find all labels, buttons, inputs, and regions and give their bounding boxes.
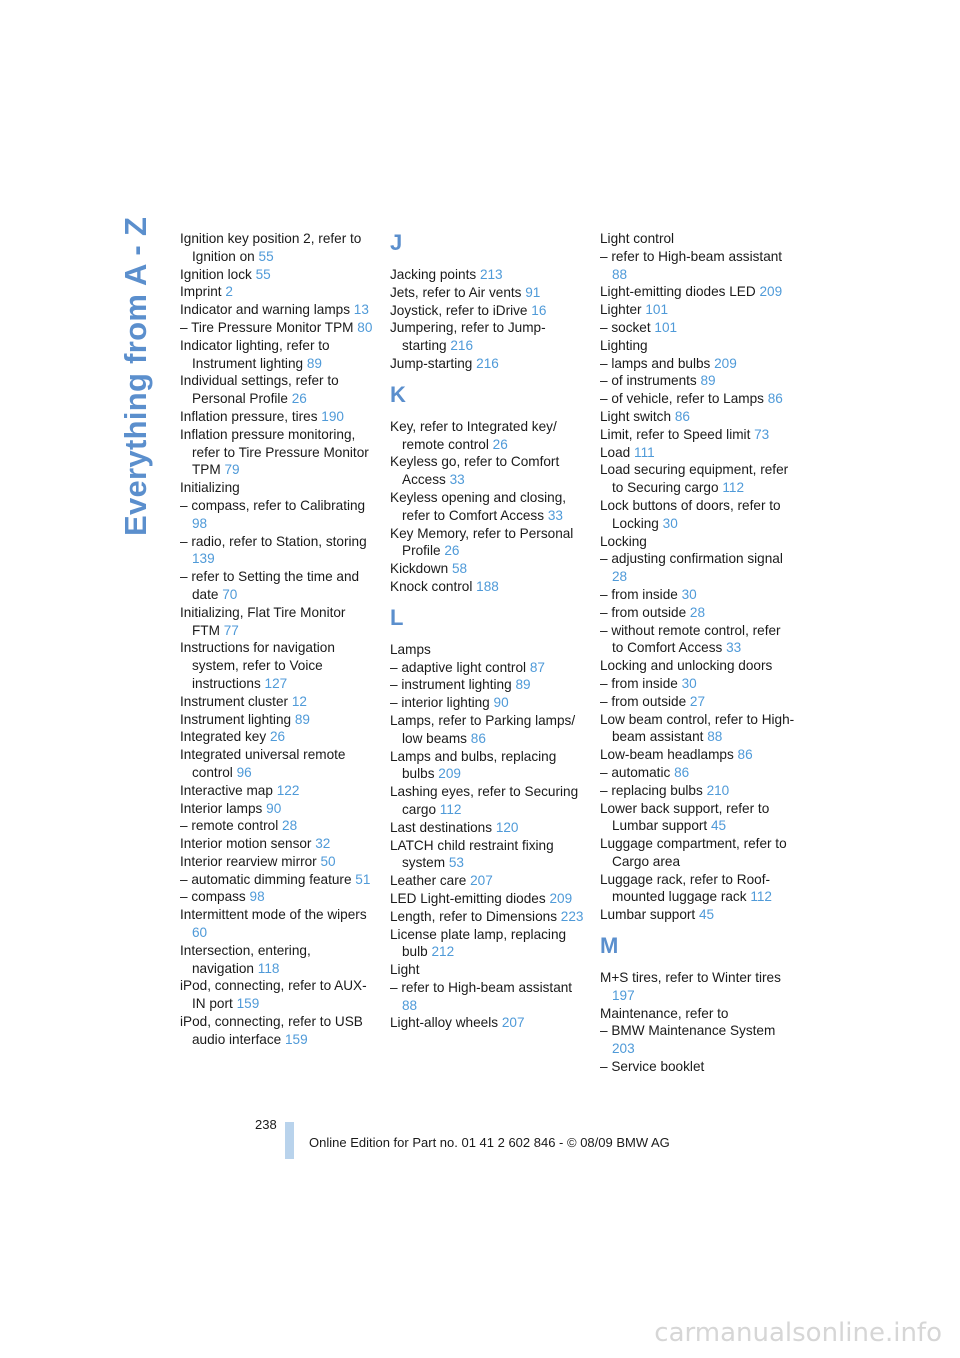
page-reference-link[interactable]: 80	[357, 319, 373, 335]
index-entry-text: – radio, refer to Station, storing	[180, 533, 367, 549]
index-entry	[600, 533, 795, 551]
index-entry-text: Last destinations	[390, 819, 493, 835]
index-entry-text: Intermittent mode of the wipers	[180, 907, 367, 923]
index-entry	[600, 301, 795, 319]
index-entry-text: Leather care	[390, 873, 467, 889]
page-reference-link[interactable]: 55	[255, 266, 271, 282]
index-entry-text: Key, refer to Integrated key/ remote control	[390, 418, 557, 452]
page-reference-link[interactable]: 139	[192, 551, 215, 567]
index-letter-heading: J	[390, 230, 403, 255]
index-entry	[600, 693, 795, 711]
index-entry-text: Luggage rack, refer to Roof-mounted luggage rack	[600, 871, 771, 905]
index-entry-text: Interior rearview mirror	[180, 853, 317, 869]
page-reference-link[interactable]: 13	[353, 302, 369, 318]
index-entry-text: Ignition key position 2, refer to Ignition on	[180, 231, 362, 264]
index-letter-heading: M	[600, 933, 619, 959]
index-entry	[180, 568, 375, 604]
index-entry	[180, 977, 375, 1013]
index-entry-text: Locking and unlocking doors	[600, 658, 773, 674]
page-reference-link[interactable]: 188	[476, 578, 499, 594]
index-entry	[600, 835, 795, 871]
index-entry	[600, 1022, 795, 1058]
page-reference-link[interactable]: 16	[531, 302, 547, 318]
index-entry	[600, 675, 795, 693]
index-entry-text: Imprint	[180, 284, 222, 300]
page-reference-link[interactable]: 58	[451, 561, 468, 577]
index-entry-text: iPod, connecting, refer to AUX-IN port	[180, 978, 367, 1012]
index-entry	[600, 711, 795, 747]
index-entry	[180, 301, 375, 319]
page-reference-link[interactable]: 98	[192, 515, 208, 531]
index-entry-text: – from inside	[600, 675, 678, 691]
index-entry	[180, 728, 375, 746]
index-entry-text: Instrument cluster	[180, 693, 289, 709]
index-entry-text: Lighting	[600, 337, 648, 353]
index-entry	[180, 817, 375, 835]
index-entry	[390, 819, 585, 837]
index-column-2	[390, 230, 585, 1032]
index-letter-heading: K	[390, 381, 406, 407]
index-entry	[390, 676, 585, 694]
index-entry-text: LATCH child restraint fixing system	[390, 837, 554, 871]
index-entry	[180, 888, 375, 906]
index-entry-text: Light-alloy wheels	[390, 1015, 499, 1031]
index-entry-text: Keyless opening and closing, refer to Comfort Access	[390, 489, 567, 523]
index-entry-text: Light	[390, 962, 420, 978]
index-entry-text: – from outside	[600, 693, 687, 709]
page-reference-link[interactable]: 55	[258, 248, 274, 264]
index-entry	[180, 942, 375, 978]
page-reference-link[interactable]: 28	[612, 569, 628, 585]
index-entry-text: Maintenance, refer to	[600, 1005, 729, 1021]
page-reference-link[interactable]: 209	[714, 355, 737, 371]
index-entry-text: Ignition lock	[180, 266, 252, 282]
page-reference-link[interactable]: 33	[547, 507, 563, 523]
page-reference-link[interactable]: 197	[612, 987, 635, 1003]
index-entry	[600, 871, 795, 907]
index-entry	[600, 622, 795, 658]
index-entry	[180, 853, 375, 871]
index-entry-text: Light-emitting diodes LED	[600, 284, 756, 300]
index-entry	[180, 800, 375, 818]
index-entry	[390, 641, 585, 659]
index-entry	[180, 604, 375, 640]
index-entry	[600, 461, 795, 497]
index-entry	[600, 408, 795, 426]
index-column-3	[600, 230, 795, 1076]
index-entry-text: Luggage compartment, refer to Cargo area	[600, 836, 787, 869]
index-entry	[390, 659, 585, 677]
page-reference-link[interactable]: 86	[470, 730, 486, 746]
index-entry-text: – compass, refer to Calibrating	[180, 497, 366, 513]
index-entry-text: Key Memory, refer to Personal Profile	[390, 525, 574, 559]
page-reference-link[interactable]: 30	[681, 586, 697, 602]
index-entry-text: – socket	[600, 319, 651, 335]
index-entry-text: Jump-starting	[390, 355, 473, 371]
index-entry-text: Keyless go, refer to Comfort Access	[390, 454, 560, 488]
index-entry	[600, 390, 795, 408]
page-reference-link[interactable]: 112	[439, 801, 462, 817]
index-entry	[180, 479, 375, 497]
index-entry	[180, 230, 375, 266]
index-entry-text: – refer to Setting the time and date	[180, 569, 360, 602]
page-reference-link[interactable]: 216	[476, 355, 499, 371]
index-entry-text: Indicator and warning lamps	[180, 302, 351, 318]
index-entry-text: Intersection, entering, navigation	[180, 942, 311, 976]
index-entry-text: Low-beam headlamps	[600, 747, 734, 763]
index-entry	[600, 550, 795, 586]
page-reference-link[interactable]: 88	[612, 266, 628, 282]
index-entry-text: Instrument lighting	[180, 711, 292, 727]
page-reference-link[interactable]: 89	[700, 373, 716, 389]
index-entry	[600, 906, 795, 924]
side-section-title: Everything from A - Z	[118, 216, 153, 536]
index-entry-text: Inflation pressure, tires	[180, 408, 318, 424]
page-reference-link[interactable]: 2	[225, 284, 233, 300]
index-entry-text: Low beam control, refer to High-beam assistant	[600, 711, 795, 745]
index-entry	[600, 355, 795, 373]
index-entry-text: Light control	[600, 231, 675, 246]
index-entry-text: Load securing equipment, refer to Securing cargo	[600, 462, 789, 496]
index-entry-text: – automatic	[600, 764, 671, 780]
page-reference-link[interactable]: 88	[707, 729, 723, 745]
page-reference-link[interactable]: 89	[515, 677, 531, 693]
index-entry	[600, 764, 795, 782]
index-column-1	[180, 230, 375, 1049]
index-entry	[600, 372, 795, 390]
page-reference-link[interactable]: 223	[560, 908, 584, 924]
index-entry-text: Individual settings, refer to Personal Profile	[180, 373, 339, 407]
index-entry	[600, 444, 795, 462]
page-reference-link[interactable]: 91	[525, 284, 541, 300]
page-reference-link[interactable]: 73	[754, 426, 770, 442]
index-entry	[390, 489, 585, 525]
page-reference-link[interactable]: 88	[402, 997, 418, 1013]
index-entry-text: – interior lighting	[390, 695, 490, 711]
index-entry-text: Interior motion sensor	[180, 836, 312, 852]
index-entry-text: Lumbar support	[600, 907, 696, 923]
page-reference-link[interactable]: 51	[355, 871, 371, 887]
index-entry	[600, 746, 795, 764]
index-entry-text: Jumpering, refer to Jump-starting	[390, 320, 546, 354]
page-reference-link[interactable]: 98	[249, 889, 265, 905]
index-entry-text: Joystick, refer to iDrive	[390, 302, 528, 318]
index-entry-text: – instrument lighting	[390, 677, 512, 693]
page-reference-link[interactable]: 212	[431, 944, 455, 960]
index-entry	[600, 248, 795, 284]
index-entry	[390, 837, 585, 873]
index-entry-text: Inflation pressure monitoring, refer to Tire Pressure Monitor TPM	[180, 426, 369, 478]
page-reference-link[interactable]: 86	[674, 764, 690, 780]
index-entry-text: – remote control	[180, 818, 279, 834]
index-entry-text: – of vehicle, refer to Lamps	[600, 391, 764, 407]
page-reference-link[interactable]: 86	[737, 747, 753, 763]
index-entry	[600, 1058, 795, 1076]
index-entry-text: Jets, refer to Air vents	[390, 284, 522, 300]
index-entry	[180, 871, 375, 889]
index-entry	[390, 1014, 585, 1032]
index-entry	[390, 266, 585, 284]
page-reference-link[interactable]: 190	[321, 408, 344, 424]
index-entry	[390, 783, 585, 819]
index-entry-text: – from inside	[600, 586, 678, 602]
page-reference-link[interactable]: 26	[291, 391, 307, 407]
index-entry-text: Jacking points	[390, 267, 477, 282]
page-reference-link[interactable]: 26	[269, 729, 286, 745]
page-reference-link[interactable]: 33	[726, 640, 742, 656]
index-entry-text: – BMW Maintenance System	[600, 1023, 776, 1039]
page-reference-link[interactable]: 101	[645, 302, 669, 318]
index-entry-text: Initializing	[180, 480, 240, 496]
index-entry	[390, 418, 585, 454]
index-entry	[180, 906, 375, 942]
page-reference-link[interactable]: 26	[492, 436, 508, 452]
page-reference-link[interactable]: 12	[291, 693, 307, 709]
page-number: 238	[255, 1117, 277, 1132]
index-entry-text: LED Light-emitting diodes	[390, 890, 546, 906]
page-reference-link[interactable]: 209	[549, 890, 573, 906]
index-entry	[180, 782, 375, 800]
index-entry	[180, 693, 375, 711]
page-reference-link[interactable]: 90	[493, 695, 509, 711]
index-entry-text: Load	[600, 444, 631, 460]
page-reference-link[interactable]: 89	[306, 355, 322, 371]
index-entry	[180, 408, 375, 426]
page-reference-link[interactable]: 87	[529, 659, 545, 675]
page-reference-link[interactable]: 33	[449, 472, 465, 488]
index-entry	[390, 694, 585, 712]
index-entry-text: License plate lamp, replacing bulb	[390, 926, 567, 960]
index-entry	[390, 578, 585, 596]
index-entry	[600, 337, 795, 355]
index-entry	[180, 283, 375, 301]
index-entry	[180, 639, 375, 692]
index-entry	[180, 835, 375, 853]
index-entry	[600, 782, 795, 800]
index-entry-text: Integrated universal remote control	[180, 747, 346, 780]
page-reference-link[interactable]: 209	[438, 766, 461, 782]
page-reference-link[interactable]: 53	[448, 855, 464, 871]
watermark: carmanualsonline.info	[654, 1318, 942, 1348]
page-reference-link[interactable]: 209	[759, 284, 783, 300]
index-entry	[180, 372, 375, 408]
page-reference-link[interactable]: 89	[294, 711, 310, 727]
index-entry-text: – compass	[180, 889, 246, 905]
index-entry-text: Interior lamps	[180, 800, 263, 816]
index-entry-text: Length, refer to Dimensions	[390, 908, 557, 924]
page-reference-link[interactable]: 60	[192, 925, 208, 941]
index-entry	[180, 426, 375, 479]
page-reference-link[interactable]: 79	[224, 462, 240, 478]
index-entry-text: – lamps and bulbs	[600, 355, 711, 371]
index-entry-text: Lower back support, refer to Lumbar support	[600, 800, 770, 834]
index-entry-text: Lighter	[600, 302, 642, 318]
index-entry	[390, 453, 585, 489]
page-reference-link[interactable]: 112	[750, 889, 772, 905]
index-entry	[180, 711, 375, 729]
page-reference-link[interactable]: 45	[711, 818, 727, 834]
index-entry-text: – replacing bulbs	[600, 782, 703, 798]
page-reference-link[interactable]: 112	[722, 480, 744, 496]
index-entry-text: Integrated key	[180, 729, 267, 745]
page-reference-link[interactable]: 203	[612, 1041, 635, 1057]
page-reference-link[interactable]: 90	[266, 800, 282, 816]
index-entry	[390, 355, 585, 373]
index-entry	[600, 319, 795, 337]
index-entry-text: Locking	[600, 533, 647, 549]
index-entry	[390, 525, 585, 561]
page-reference-link[interactable]: 127	[264, 675, 288, 691]
index-entry-text: – refer to High-beam assistant	[390, 979, 573, 995]
index-entry	[180, 319, 375, 337]
index-entry	[390, 872, 585, 890]
page-reference-link[interactable]: 27	[689, 693, 706, 709]
index-entry	[390, 560, 585, 578]
index-entry	[390, 284, 585, 302]
index-entry-text: Lock buttons of doors, refer to Locking	[600, 497, 781, 531]
index-entry	[180, 746, 375, 782]
index-entry-text: – adjusting confirmation signal	[600, 551, 783, 567]
index-entry	[600, 800, 795, 836]
index-entry-text: Light switch	[600, 408, 672, 424]
index-entry	[390, 961, 585, 979]
page-reference-link[interactable]: 32	[315, 836, 331, 852]
index-entry-text: Kickdown	[390, 561, 449, 577]
index-entry	[600, 230, 795, 248]
page-reference-link[interactable]: 77	[223, 622, 239, 638]
index-entry	[600, 497, 795, 533]
index-letter-heading: L	[390, 604, 404, 630]
page-reference-link[interactable]: 159	[236, 996, 260, 1012]
index-entry-text: Knock control	[390, 578, 473, 594]
index-entry	[390, 319, 585, 355]
index-entry	[180, 497, 375, 533]
index-entry-text: – of instruments	[600, 373, 697, 389]
index-entry	[390, 748, 585, 784]
index-entry-text: Lashing eyes, refer to Securing cargo	[390, 784, 579, 817]
page-reference-link[interactable]: 26	[444, 543, 460, 559]
page-reference-link[interactable]: 118	[257, 960, 280, 976]
index-entry-text: Lamps	[390, 641, 431, 657]
index-entry-text: Interactive map	[180, 782, 273, 798]
index-entry-text: – adaptive light control	[390, 659, 527, 675]
page-reference-link[interactable]: 70	[222, 586, 238, 602]
page-reference-link[interactable]: 101	[654, 319, 678, 335]
index-entry-text: M+S tires, refer to Winter tires	[600, 970, 781, 986]
footer-accent-bar	[285, 1122, 294, 1159]
index-entry-text: – without remote control, refer to Comfort Access	[600, 622, 781, 656]
index-entry	[600, 969, 795, 1005]
index-entry	[180, 266, 375, 284]
page-reference-link[interactable]: 207	[501, 1015, 525, 1031]
index-entry	[180, 1013, 375, 1049]
page-reference-link[interactable]: 50	[320, 853, 336, 869]
index-entry	[390, 926, 585, 962]
page-reference-link[interactable]: 28	[689, 604, 706, 620]
index-entry	[600, 426, 795, 444]
index-entry-text: Instructions for navigation system, refer to Voice instructions	[180, 640, 335, 691]
index-entry-text: Lamps, refer to Parking lamps/ low beams	[390, 712, 576, 746]
index-entry	[180, 533, 375, 569]
index-entry-text: Indicator lighting, refer to Instrument lighting	[180, 337, 330, 371]
index-entry	[180, 337, 375, 373]
page-reference-link[interactable]: 216	[450, 338, 474, 354]
index-entry-text: – from outside	[600, 604, 687, 620]
index-entry	[600, 657, 795, 675]
index-entry	[390, 712, 585, 748]
index-entry	[390, 908, 585, 926]
index-entry-text: – automatic dimming feature	[180, 871, 352, 887]
page-reference-link[interactable]: 86	[767, 391, 783, 407]
index-entry-text: Limit, refer to Speed limit	[600, 426, 751, 442]
page-reference-link[interactable]: 96	[236, 764, 252, 780]
index-entry-text: – Tire Pressure Monitor TPM	[180, 319, 354, 335]
index-entry-text: Initializing, Flat Tire Monitor FTM	[180, 604, 346, 638]
page-reference-link[interactable]: 207	[470, 873, 493, 889]
index-entry	[600, 283, 795, 301]
index-entry	[600, 1005, 795, 1023]
page-reference-link[interactable]: 28	[282, 818, 298, 834]
index-entry-text: – Service booklet	[600, 1059, 705, 1075]
page-reference-link[interactable]: 120	[495, 819, 519, 835]
page-reference-link[interactable]: 30	[681, 675, 697, 691]
page-reference-link[interactable]: 86	[674, 408, 690, 424]
page-reference-link[interactable]: 111	[634, 444, 655, 460]
index-entry-text: iPod, connecting, refer to USB audio interface	[180, 1014, 363, 1047]
index-entry	[390, 890, 585, 908]
index-entry-text: Lamps and bulbs, replacing bulbs	[390, 748, 557, 782]
index-entry	[390, 979, 585, 1015]
footer-edition-text: Online Edition for Part no. 01 41 2 602 846 - © 08/09 BMW AG	[309, 1135, 670, 1150]
page-reference-link[interactable]: 30	[662, 515, 678, 531]
index-entry	[600, 586, 795, 604]
page-reference-link[interactable]: 210	[706, 782, 730, 798]
page-reference-link[interactable]: 213	[479, 267, 503, 282]
page-reference-link[interactable]: 45	[699, 907, 715, 923]
index-entry	[390, 302, 585, 320]
index-entry-text: – refer to High-beam assistant	[600, 248, 783, 264]
page-reference-link[interactable]: 159	[284, 1031, 308, 1047]
index-entry	[600, 604, 795, 622]
page-reference-link[interactable]: 122	[276, 782, 300, 798]
